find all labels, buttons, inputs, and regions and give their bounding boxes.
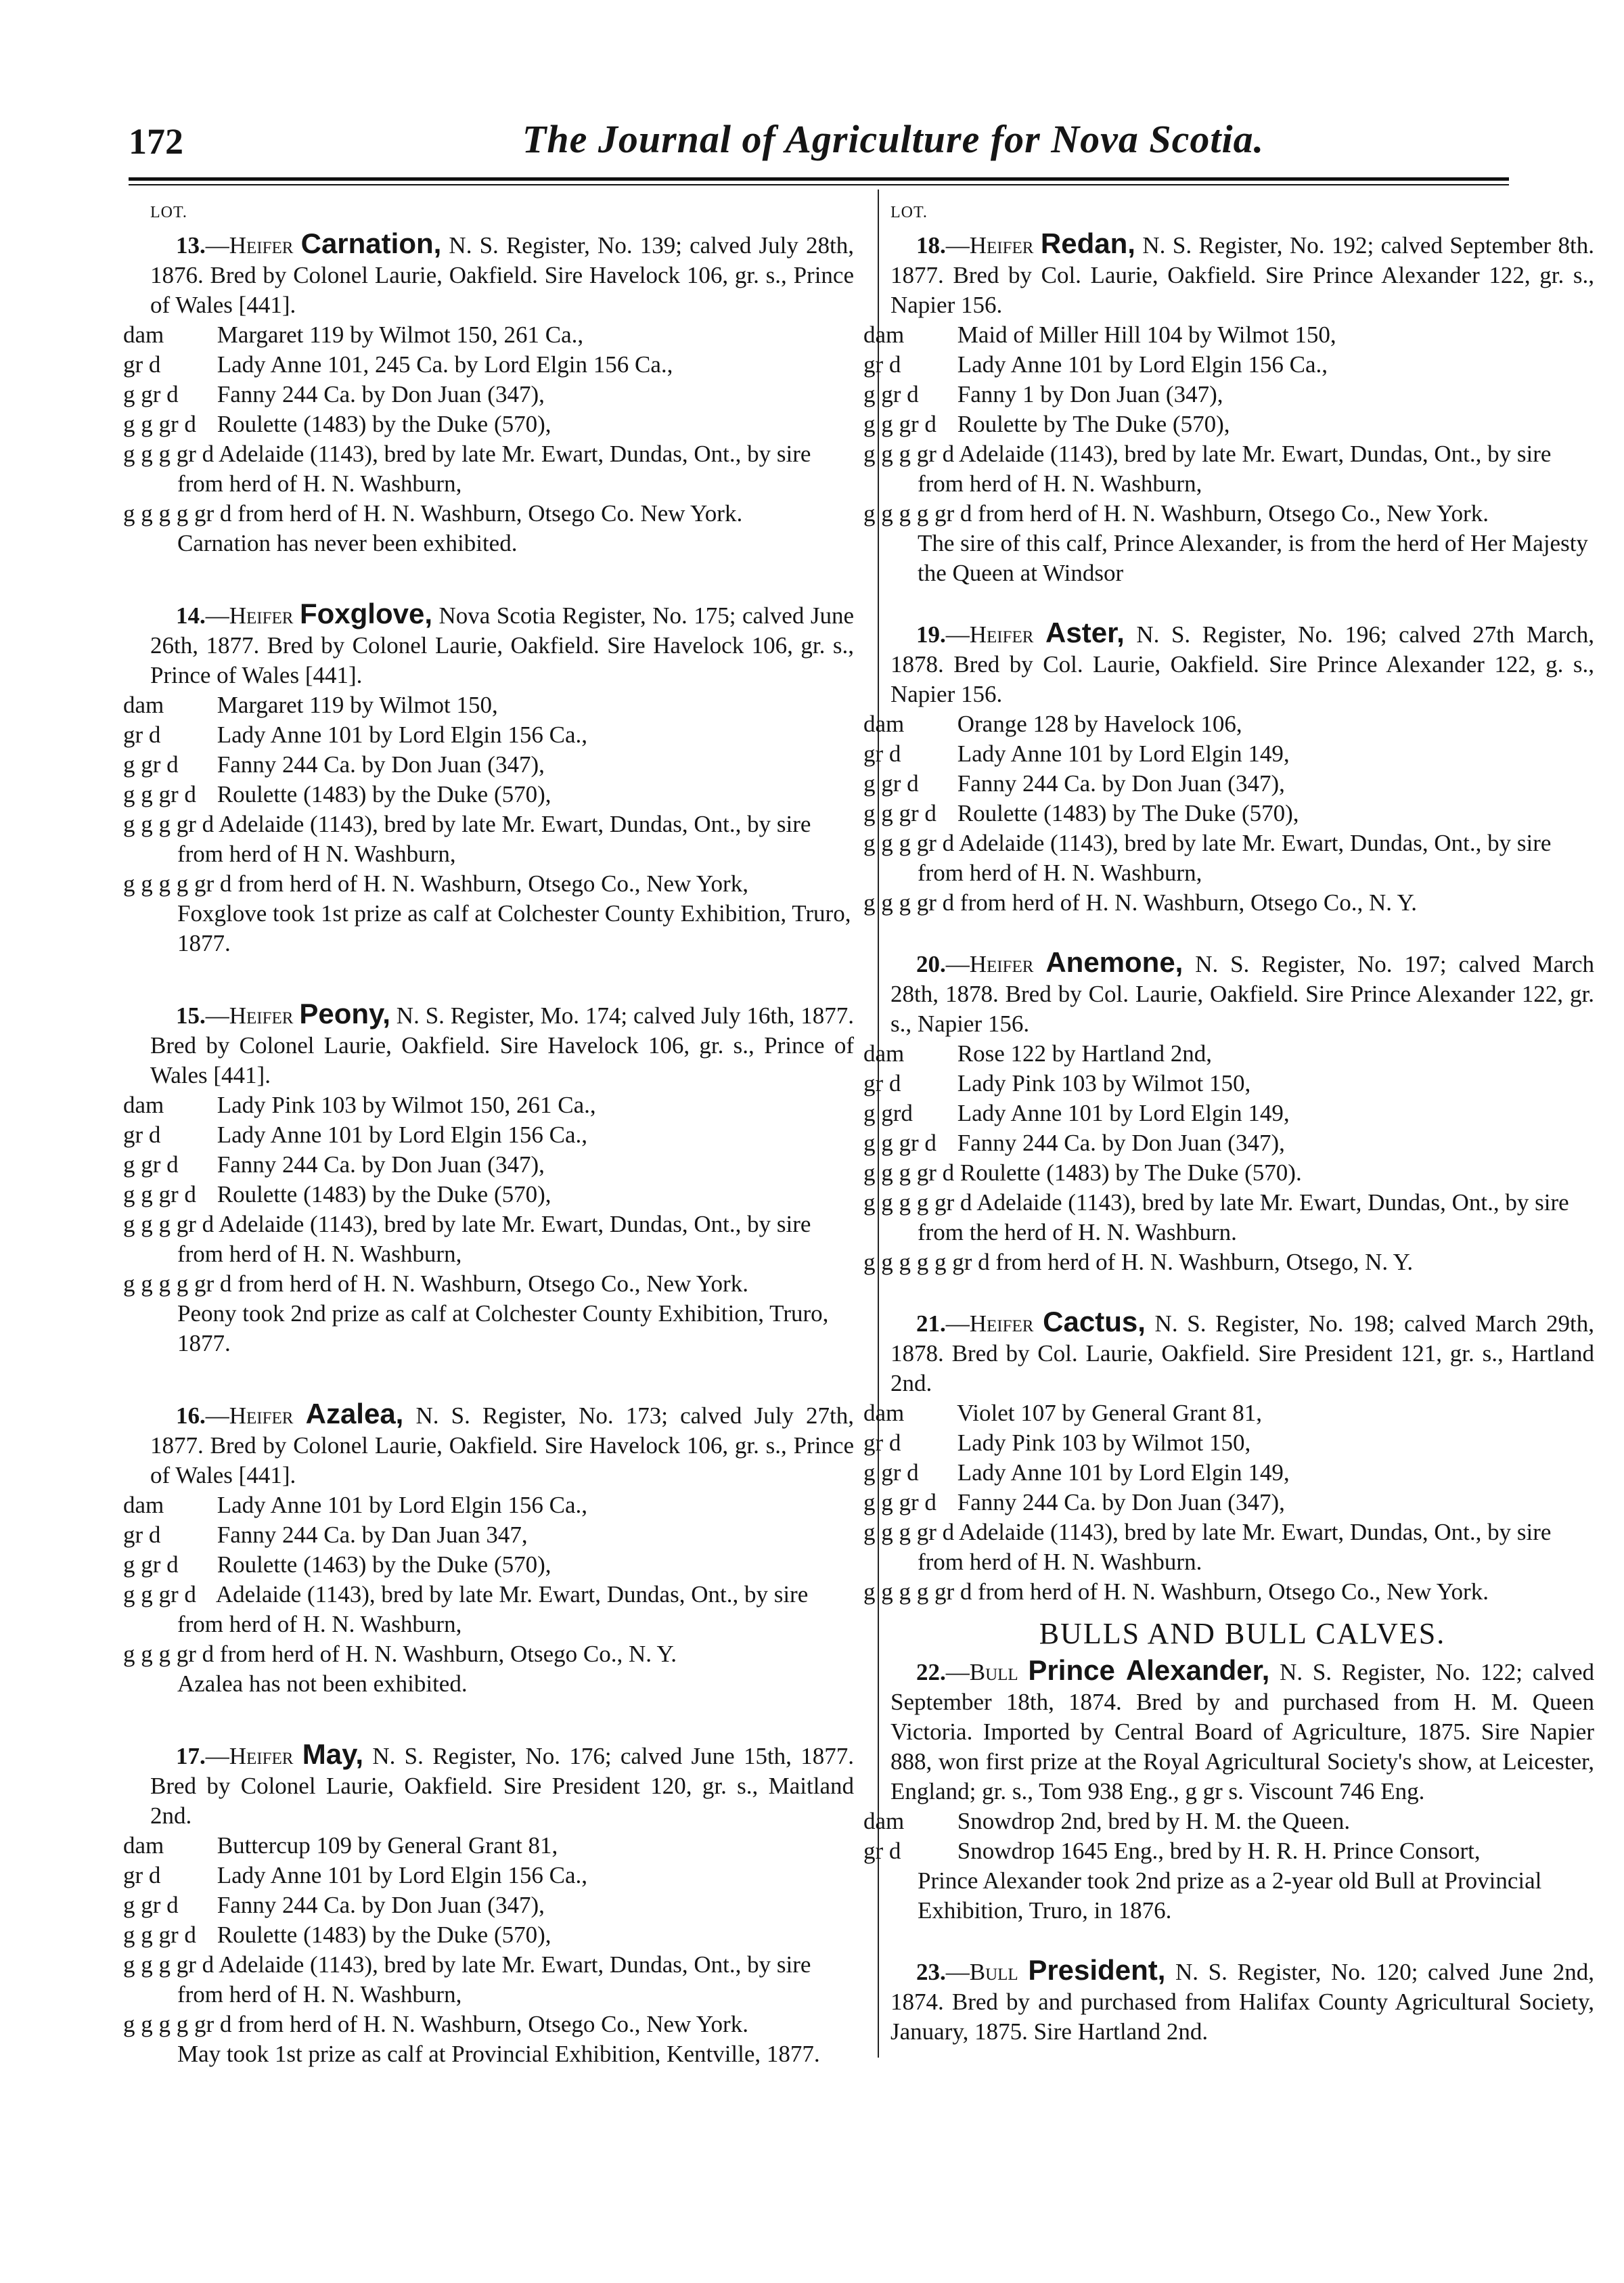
pedigree-line: [123, 1861, 854, 1890]
pedigree-line: [123, 1950, 854, 2010]
pedigree-ancestor: Lady Anne 101, 245 Ca. by Lord Elgin 156 Ca.,: [211, 351, 673, 378]
pedigree-ancestor: Fanny 244 Ca. by Don Juan (347),: [211, 381, 545, 407]
pedigree: [123, 690, 854, 899]
animal-kind: —Heifer: [205, 1002, 300, 1029]
pedigree-line: [123, 439, 854, 499]
animal-name: Redan,: [1040, 227, 1135, 259]
pedigree-line: [123, 810, 854, 869]
lot-number: 19.: [916, 621, 946, 648]
pedigree-ancestor: Lady Anne 101 by Lord Elgin 156 Ca.,: [211, 1492, 588, 1518]
pedigree-line: [123, 1520, 854, 1550]
pedigree-ancestor: Roulette (1483) by the Duke (570),: [211, 1922, 551, 1948]
pedigree-ancestor: Lady Pink 103 by Wilmot 150,: [951, 1070, 1251, 1096]
pedigree-generation: dam: [863, 711, 905, 737]
pedigree-ancestor: Roulette (1483) by the Duke (570),: [211, 781, 551, 807]
pedigree-ancestor: Maid of Miller Hill 104 by Wilmot 150,: [951, 322, 1336, 348]
pedigree-generation: g g gr d: [123, 781, 196, 807]
pedigree-ancestor: Adelaide (1143), bred by late Mr. Ewart, Dundas, Ont., by sire from herd of H. N. Washburn,: [918, 441, 1552, 497]
page-number: 172: [129, 121, 183, 162]
pedigree-generation: gr d: [863, 1838, 901, 1864]
pedigree-line: [863, 1188, 1594, 1247]
animal-name: Carnation,: [300, 227, 442, 259]
exhibition-note: May took 1st prize as calf at Provincial Exhibition, Kentville, 1877.: [177, 2041, 820, 2067]
entry-gap: [150, 1358, 854, 1399]
lot-number: 17.: [176, 1743, 206, 1769]
animal-name: Azalea,: [305, 1398, 404, 1429]
pedigree-generation: g g g g g gr d: [863, 1249, 990, 1275]
pedigree-ancestor: Adelaide (1143), bred by late Mr. Ewart, Dundas, Ont., by sire from herd of H. N. Washburn.: [918, 1519, 1552, 1575]
pedigree-generation: g gr d: [123, 751, 179, 778]
pedigree-line: [123, 320, 854, 350]
pedigree-generation: g g g g gr d: [123, 500, 232, 527]
lot-entry: [123, 998, 854, 1358]
pedigree-line: [863, 1398, 1594, 1428]
pedigree-generation: g g gr d: [863, 1489, 937, 1515]
pedigree-generation: g gr d: [863, 770, 919, 797]
entry-heading: [150, 1399, 854, 1490]
pedigree-generation: g g gr d: [863, 1130, 937, 1156]
lot-entry: [863, 1306, 1594, 1607]
pedigree-generation: g g g gr d: [123, 1211, 215, 1237]
pedigree-line: [863, 439, 1594, 499]
pedigree-line: [863, 1247, 1594, 1277]
pedigree: [863, 1398, 1594, 1607]
running-title: The Journal of Agriculture for Nova Scotia.: [522, 117, 1265, 161]
right-entries: [863, 227, 1594, 1607]
lot-number: 20.: [916, 951, 946, 977]
pedigree-ancestor: Roulette (1463) by the Duke (570),: [211, 1551, 551, 1578]
pedigree-ancestor: Roulette (1483) by The Duke (570),: [951, 800, 1299, 826]
pedigree-generation: gr d: [863, 1429, 901, 1456]
entry-gap: [150, 558, 854, 599]
pedigree-generation: g g g g gr d: [123, 1270, 232, 1297]
pedigree: [863, 1039, 1594, 1277]
registration-details: N. S. Register, No. 176; calved June 15th, 1877. Bred by Colonel Laurie, Oakfield. Sire President 120, gr. s., Maitland 2nd.: [150, 1743, 854, 1829]
pedigree-line: [123, 499, 854, 529]
header-rule-thin: [129, 184, 1509, 185]
pedigree: [863, 320, 1594, 529]
pedigree-ancestor: Violet 107 by General Grant 81,: [951, 1400, 1262, 1426]
pedigree-generation: g gr d: [123, 1551, 179, 1578]
pedigree-generation: gr d: [863, 740, 901, 767]
pedigree-line: [863, 1836, 1594, 1866]
pedigree-line: [863, 1807, 1594, 1836]
pedigree-ancestor: Adelaide (1143), bred by late Mr. Ewart, Dundas, Ont., by sire from herd of H. N. Washburn,: [177, 441, 811, 497]
lot-number: 18.: [916, 232, 946, 259]
pedigree-line: [123, 1580, 854, 1639]
lot-number: 15.: [176, 1002, 206, 1029]
pedigree-ancestor: from herd of H. N. Washburn, Otsego Co., New York.: [972, 500, 1489, 527]
animal-kind: —Heifer: [205, 1402, 306, 1429]
pedigree-line: [863, 1128, 1594, 1158]
animal-kind: —Heifer: [945, 1310, 1043, 1337]
entry-gap: [150, 1699, 854, 1739]
animal-kind: —Heifer: [945, 232, 1041, 259]
entry-gap: [150, 958, 854, 999]
pedigree-generation: g g g gr d: [123, 441, 215, 467]
pedigree-line: [123, 380, 854, 409]
pedigree-line: [863, 1069, 1594, 1099]
registration-details: N. S. Register, No. 122; calved September 18th, 1874. Bred by and purchased from H. M. Queen Victoria. Imported by Central Board of Agriculture, 1875. Sire Napier 888, won first prize at the Royal Agricultural Society's show, at Leicester, England; gr. s., Tom 938 Eng., g gr s. Viscount 746 Eng.: [890, 1659, 1595, 1804]
registration-details: N. S. Register, No. 197; calved March 28th, 1878. Bred by Col. Laurie, Oakfield. Sire Prince Alexander 122, gr. s., Napier 156.: [890, 951, 1594, 1037]
entry-heading: [150, 1739, 854, 1831]
pedigree-ancestor: from herd of H. N. Washburn, Otsego Co., New York,: [231, 870, 748, 897]
pedigree-generation: g g g g gr d: [123, 2011, 232, 2037]
pedigree: [123, 1490, 854, 1669]
bull-entries: [863, 1654, 1595, 2047]
lot-number: 22.: [916, 1659, 946, 1685]
pedigree: [123, 320, 854, 529]
pedigree-ancestor: Roulette (1483) by The Duke (570).: [954, 1159, 1302, 1186]
pedigree-line: [123, 1120, 854, 1150]
animal-kind: —Heifer: [205, 602, 300, 629]
pedigree: [863, 1807, 1594, 1866]
pedigree-line: [863, 1099, 1594, 1128]
animal-name: Aster,: [1045, 617, 1125, 648]
entry-heading: [150, 229, 854, 320]
pedigree-ancestor: Roulette (1483) by the Duke (570),: [211, 411, 551, 437]
pedigree-ancestor: Lady Anne 101 by Lord Elgin 156 Ca.,: [951, 351, 1328, 378]
pedigree-line: [863, 739, 1594, 769]
lot-entry: [123, 1738, 854, 2069]
entry-gap: [890, 1277, 1594, 1307]
registration-details: N. S. Register, No. 173; calved July 27th, 1877. Bred by Colonel Laurie, Oakfield. Sire Havelock 106, gr. s., Prince of Wales [441].: [150, 1402, 854, 1488]
pedigree-line: [123, 1890, 854, 1920]
entry-gap: [890, 918, 1594, 948]
pedigree-generation: g gr d: [863, 1459, 919, 1486]
registration-details: N. S. Register, No. 120; calved June 2nd, 1874. Bred by and purchased from Halifax County Agricultural Society, January, 1875. Sire Hartland 2nd.: [890, 1959, 1594, 2045]
pedigree-generation: dam: [123, 1092, 164, 1118]
pedigree-ancestor: Fanny 244 Ca. by Don Juan (347),: [951, 1130, 1285, 1156]
pedigree-ancestor: Roulette by The Duke (570),: [951, 411, 1230, 437]
pedigree-ancestor: from herd of H. N. Washburn, Otsego Co. New York.: [231, 500, 743, 527]
pedigree-line: [123, 1490, 854, 1520]
registration-details: N. S. Register, No. 198; calved March 29th, 1878. Bred by Col. Laurie, Oakfield. Sire President 121, gr. s., Hartland 2nd.: [890, 1310, 1594, 1396]
entry-heading: [150, 599, 854, 690]
pedigree-line: [863, 1517, 1594, 1577]
pedigree-ancestor: Fanny 244 Ca. by Don Juan (347),: [211, 751, 545, 778]
pedigree-generation: gr d: [123, 351, 161, 378]
lot-number: 16.: [176, 1402, 206, 1429]
pedigree-generation: g g gr d: [123, 1922, 196, 1948]
pedigree-ancestor: Lady Anne 101 by Lord Elgin 156 Ca.,: [211, 1122, 588, 1148]
pedigree-generation: g g gr d: [123, 411, 196, 437]
pedigree-generation: dam: [123, 1832, 164, 1859]
pedigree-ancestor: Rose 122 by Hartland 2nd,: [951, 1040, 1212, 1067]
lot-entry: [863, 946, 1594, 1277]
pedigree-generation: g gr d: [123, 1892, 179, 1918]
pedigree-line: [123, 1180, 854, 1210]
pedigree-ancestor: Lady Anne 101 by Lord Elgin 156 Ca.,: [211, 722, 588, 748]
pedigree-line: [863, 1458, 1594, 1488]
lot-number: 14.: [176, 602, 206, 629]
pedigree-generation: g g g gr d: [123, 1641, 215, 1667]
pedigree-line: [123, 720, 854, 750]
pedigree: [123, 1831, 854, 2039]
pedigree-ancestor: Lady Anne 101 by Lord Elgin 149,: [951, 1100, 1290, 1126]
pedigree-generation: g gr d: [863, 381, 919, 407]
entry-heading: [150, 999, 854, 1090]
pedigree-ancestor: Fanny 244 Ca. by Don Juan (347),: [951, 770, 1285, 797]
pedigree-line: [123, 350, 854, 380]
lot-entry: [863, 1654, 1595, 1926]
pedigree-generation: gr d: [123, 1522, 161, 1548]
registration-details: N. S. Register, No. 196; calved 27th March, 1878. Bred by Col. Laurie, Oakfield. Sire Prince Alexander 122, g. s., Napier 156.: [890, 621, 1594, 707]
pedigree-generation: g g g gr d: [863, 889, 955, 916]
lot-number: 23.: [916, 1959, 946, 1985]
pedigree-ancestor: Adelaide (1143), bred by late Mr. Ewart, Dundas, Ont., by sire from herd of H. N. Washburn,: [177, 1581, 809, 1637]
pedigree-generation: dam: [863, 1808, 905, 1834]
registration-details: N. S. Register, No. 192; calved September 8th. 1877. Bred by Col. Laurie, Oakfield. Sire Prince Alexander 122, gr. s., Napier 156.: [890, 232, 1594, 318]
pedigree-ancestor: Lady Pink 103 by Wilmot 150, 261 Ca.,: [211, 1092, 596, 1118]
pedigree-line: [863, 409, 1594, 439]
exhibition-note: The sire of this calf, Prince Alexander, is from the herd of Her Majesty the Queen at Windsor: [918, 530, 1588, 586]
lot-number: 13.: [176, 232, 206, 259]
pedigree-ancestor: Fanny 244 Ca. by Dan Juan 347,: [211, 1522, 528, 1548]
pedigree-line: [123, 1150, 854, 1180]
pedigree-generation: g g g gr d: [123, 811, 215, 837]
animal-name: President,: [1028, 1954, 1166, 1986]
lot-entry: [123, 1398, 854, 1699]
animal-kind: —Heifer: [945, 621, 1046, 648]
pedigree-generation: gr d: [123, 722, 161, 748]
pedigree-line: [123, 1639, 854, 1669]
pedigree-ancestor: Buttercup 109 by General Grant 81,: [211, 1832, 558, 1859]
pedigree-line: [863, 1428, 1594, 1458]
pedigree-line: [123, 750, 854, 780]
pedigree-generation: g g g g gr d: [863, 500, 972, 527]
pedigree-generation: g g gr d: [123, 1581, 196, 1608]
pedigree-generation: g g g gr d: [863, 1159, 955, 1186]
pedigree-generation: dam: [863, 322, 905, 348]
pedigree-ancestor: Lady Anne 101 by Lord Elgin 156 Ca.,: [211, 1862, 588, 1888]
lot-label: LOT.: [890, 204, 928, 221]
pedigree-line: [123, 409, 854, 439]
lot-number: 21.: [916, 1310, 946, 1337]
pedigree-ancestor: from herd of H. N. Washburn, Otsego Co., N. Y.: [954, 889, 1417, 916]
pedigree-ancestor: from herd of H. N. Washburn, Otsego Co., New York.: [972, 1578, 1489, 1605]
pedigree-line: [863, 380, 1594, 409]
pedigree-line: [123, 1210, 854, 1269]
pedigree-generation: gr d: [863, 351, 901, 378]
entry-heading: [890, 1656, 1594, 1807]
entry-heading: [890, 1307, 1594, 1398]
pedigree-ancestor: Snowdrop 2nd, bred by H. M. the Queen.: [951, 1808, 1351, 1834]
pedigree-ancestor: Lady Anne 101 by Lord Elgin 149,: [951, 740, 1290, 767]
pedigree-line: [123, 1269, 854, 1299]
lot-entry: [863, 227, 1594, 588]
pedigree-line: [863, 888, 1594, 918]
pedigree-line: [863, 799, 1594, 828]
entry-gap: [890, 588, 1594, 618]
animal-name: Foxglove,: [299, 598, 433, 629]
pedigree-ancestor: Adelaide (1143), bred by late Mr. Ewart, Dundas, Ont., by sire from the herd of H. N. Washburn.: [918, 1189, 1569, 1245]
pedigree-generation: g g g g gr d: [863, 1578, 972, 1605]
pedigree-generation: dam: [863, 1400, 905, 1426]
pedigree: [863, 709, 1594, 918]
animal-kind: —Bull: [945, 1959, 1029, 1985]
pedigree-generation: g grd: [863, 1100, 913, 1126]
header-rule-thick: [129, 177, 1509, 181]
pedigree-generation: dam: [863, 1040, 905, 1067]
right-column: [863, 198, 1595, 2047]
pedigree-line: [123, 1831, 854, 1861]
exhibition-note: Peony took 2nd prize as calf at Colchester County Exhibition, Truro, 1877.: [177, 1300, 829, 1356]
lot-entry: [123, 227, 854, 558]
exhibition-note: Carnation has never been exhibited.: [177, 530, 518, 556]
animal-name: May,: [302, 1738, 364, 1770]
pedigree-ancestor: Fanny 244 Ca. by Don Juan (347),: [211, 1892, 545, 1918]
pedigree-line: [863, 1488, 1594, 1517]
pedigree-line: [123, 780, 854, 810]
animal-name: Cactus,: [1043, 1306, 1146, 1337]
pedigree-ancestor: Fanny 244 Ca. by Don Juan (347),: [951, 1489, 1285, 1515]
pedigree-line: [123, 1090, 854, 1120]
pedigree-generation: g g gr d: [123, 1181, 196, 1207]
pedigree-ancestor: Lady Anne 101 by Lord Elgin 149,: [951, 1459, 1290, 1486]
animal-name: Peony,: [299, 998, 390, 1029]
pedigree-generation: g g g gr d: [863, 441, 955, 467]
pedigree-generation: g g g gr d: [863, 1519, 955, 1545]
animal-kind: —Bull: [945, 1659, 1029, 1685]
pedigree-generation: g gr d: [123, 1151, 179, 1178]
animal-kind: —Heifer: [205, 1743, 302, 1769]
registration-details: N. S. Register, Mo. 174; calved July 16th, 1877. Bred by Colonel Laurie, Oakfield. Sire Havelock 106, gr. s., Prince of Wales [441].: [150, 1002, 854, 1088]
pedigree-line: [123, 2010, 854, 2039]
pedigree-generation: dam: [123, 322, 164, 348]
pedigree-ancestor: Adelaide (1143), bred by late Mr. Ewart, Dundas, Ont., by sire from herd of H. N. Washburn,: [177, 1951, 811, 2008]
pedigree-line: [123, 1920, 854, 1950]
pedigree-generation: g g gr d: [863, 800, 937, 826]
animal-name: Prince Alexander,: [1028, 1654, 1270, 1686]
pedigree-line: [863, 1039, 1594, 1069]
registration-details: Nova Scotia Register, No. 175; calved June 26th, 1877. Bred by Colonel Laurie, Oakfield. Sire Havelock 106, gr. s., Prince of Wales [441].: [150, 602, 854, 688]
pedigree-line: [863, 350, 1594, 380]
pedigree-ancestor: from herd of H. N. Washburn, Otsego Co., N. Y.: [214, 1641, 677, 1667]
pedigree-ancestor: Adelaide (1143), bred by late Mr. Ewart, Dundas, Ont., by sire from herd of H. N. Washburn,: [177, 1211, 811, 1267]
pedigree-generation: gr d: [123, 1862, 161, 1888]
exhibition-note: Prince Alexander took 2nd prize as a 2-year old Bull at Provincial Exhibition, Truro, in 1876.: [918, 1867, 1542, 1924]
exhibition-note: Foxglove took 1st prize as calf at Colchester County Exhibition, Truro, 1877.: [177, 900, 851, 956]
pedigree-generation: dam: [123, 1492, 164, 1518]
entry-heading: [890, 1955, 1594, 2047]
pedigree-generation: g g g g gr d: [863, 1189, 972, 1216]
pedigree-generation: g g g g gr d: [123, 870, 232, 897]
pedigree-ancestor: Fanny 1 by Don Juan (347),: [951, 381, 1223, 407]
entry-heading: [890, 948, 1594, 1039]
pedigree-ancestor: Adelaide (1143), bred by late Mr. Ewart, Dundas, Ont., by sire from herd of H. N. Washburn,: [918, 830, 1552, 886]
pedigree-ancestor: Margaret 119 by Wilmot 150,: [211, 692, 498, 718]
entry-heading: [890, 229, 1594, 320]
pedigree-line: [863, 769, 1594, 799]
pedigree-ancestor: Roulette (1483) by the Duke (570),: [211, 1181, 551, 1207]
left-column: [123, 198, 854, 2069]
lot-entry: [123, 598, 854, 958]
pedigree-ancestor: Lady Pink 103 by Wilmot 150,: [951, 1429, 1251, 1456]
lot-entry: [863, 617, 1594, 918]
pedigree-generation: gr d: [123, 1122, 161, 1148]
left-entries: [123, 227, 854, 2069]
pedigree-ancestor: from herd of H. N. Washburn, Otsego, N. Y.: [989, 1249, 1414, 1275]
pedigree-line: [863, 320, 1594, 350]
pedigree-ancestor: Fanny 244 Ca. by Don Juan (347),: [211, 1151, 545, 1178]
entry-heading: [890, 618, 1594, 709]
pedigree-generation: g gr d: [123, 381, 179, 407]
pedigree-generation: g g gr d: [863, 411, 937, 437]
pedigree-ancestor: from herd of H. N. Washburn, Otsego Co., New York.: [231, 1270, 748, 1297]
section-heading: BULLS AND BULL CALVES.: [1039, 1617, 1446, 1650]
registration-details: N. S. Register, No. 139; calved July 28th, 1876. Bred by Colonel Laurie, Oakfield. Sire Havelock 106, gr. s., Prince of Wales [441].: [150, 232, 854, 318]
animal-kind: —Heifer: [205, 232, 301, 259]
pedigree-line: [123, 690, 854, 720]
pedigree-line: [863, 1158, 1594, 1188]
pedigree-ancestor: from herd of H. N. Washburn, Otsego Co., New York.: [231, 2011, 748, 2037]
pedigree-line: [123, 1550, 854, 1580]
pedigree-ancestor: Orange 128 by Havelock 106,: [951, 711, 1242, 737]
exhibition-note: Azalea has not been exhibited.: [177, 1670, 468, 1697]
entry-gap: [890, 1926, 1594, 1955]
pedigree-line: [123, 869, 854, 899]
pedigree-line: [863, 828, 1594, 888]
animal-kind: —Heifer: [945, 951, 1046, 977]
pedigree-line: [863, 709, 1594, 739]
pedigree: [123, 1090, 854, 1299]
pedigree-generation: g g g gr d: [863, 830, 955, 856]
pedigree-generation: g g g gr d: [123, 1951, 215, 1978]
pedigree-generation: dam: [123, 692, 164, 718]
pedigree-ancestor: Adelaide (1143), bred by late Mr. Ewart, Dundas, Ont., by sire from herd of H N. Washburn,: [177, 811, 811, 867]
lot-label: LOT.: [150, 204, 187, 221]
lot-entry: [890, 1955, 1594, 2047]
animal-name: Anemone,: [1045, 946, 1183, 978]
pedigree-line: [863, 499, 1594, 529]
pedigree-generation: gr d: [863, 1070, 901, 1096]
pedigree-ancestor: Margaret 119 by Wilmot 150, 261 Ca.,: [211, 322, 584, 348]
pedigree-ancestor: Snowdrop 1645 Eng., bred by H. R. H. Prince Consort,: [951, 1838, 1481, 1864]
pedigree-line: [863, 1577, 1594, 1607]
